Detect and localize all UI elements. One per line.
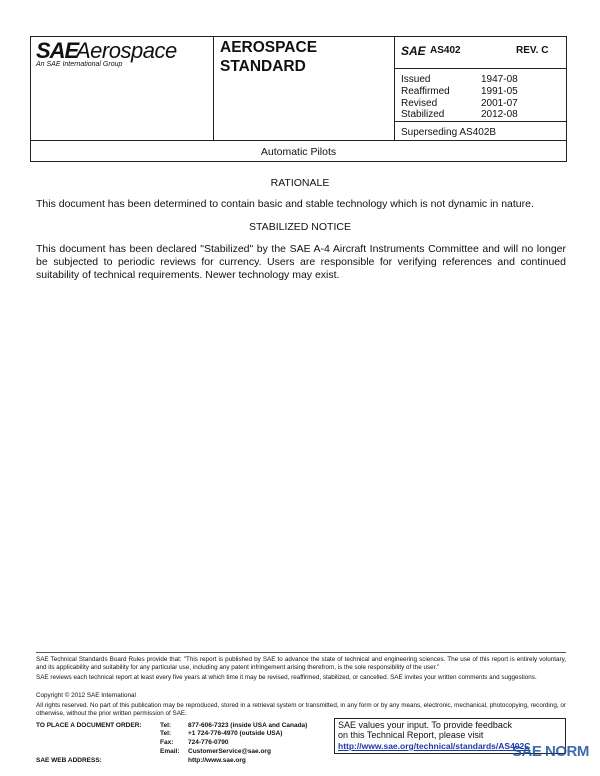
order-label: TO PLACE A DOCUMENT ORDER:	[36, 722, 142, 729]
footer-rules: SAE Technical Standards Board Rules provide that: "This report is published by SAE to advance the state of technical and engineering sciences. The use of this report is entirely voluntary, and its applicability and suitability for any particular use, including any patent infringement arising therefrom, is the sole responsibility of the user."	[36, 656, 566, 671]
history-date: 1947-08	[481, 74, 518, 85]
contact-email[interactable]: CustomerService@sae.org	[188, 748, 271, 755]
contact-key: Fax:	[160, 739, 174, 746]
footer-rights: All rights reserved. No part of this publication may be reproduced, stored in a retrieval system or transmitted, in any form or by any means, electronic, mechanical, photocopying, recording, or otherwise, without the prior written permission of SAE.	[36, 702, 566, 717]
header-divider-rev	[394, 68, 567, 69]
web-label: SAE WEB ADDRESS:	[36, 757, 102, 764]
stabilized-heading: STABILIZED NOTICE	[249, 221, 351, 233]
superseding: Superseding AS402B	[401, 127, 497, 138]
history-row	[401, 109, 561, 120]
standard-title-line2: STANDARD	[220, 58, 306, 75]
feedback-line2: on this Technical Report, please visit	[338, 730, 484, 740]
contact-value: 724-776-0790	[188, 739, 229, 746]
revision: REV. C	[516, 45, 549, 56]
footer-divider	[36, 652, 566, 653]
contact-key: Tel:	[160, 730, 172, 737]
aerospace-logo-text: Aerospace	[76, 38, 177, 63]
logo-subtitle: An SAE International Group	[36, 61, 123, 68]
rationale-heading: RATIONALE	[270, 177, 330, 189]
rationale-text: This document has been determined to contain basic and stable technology which is not dynamic in nature.	[36, 198, 534, 210]
history-row	[401, 86, 561, 97]
history-label: Reaffirmed	[401, 86, 450, 97]
doc-number: AS402	[430, 45, 461, 56]
contact-value: 877-606-7323 (inside USA and Canada)	[188, 722, 308, 729]
feedback-line1: SAE values your input. To provide feedback	[338, 720, 512, 730]
feedback-link[interactable]: http://www.sae.org/technical/standards/AS402C	[338, 741, 531, 751]
history-date: 2001-07	[481, 98, 518, 109]
doc-sae-mark: SAE	[401, 44, 426, 58]
stabilized-text: This document has been declared "Stabilized" by the SAE A-4 Aircraft Instruments Committee and will no longer be subjected to periodic reviews for currency. Users are responsible for verifying references and continued suitability of technical requirements. Newer technology may exist.	[36, 243, 566, 281]
contact-value: +1 724-776-4970 (outside USA)	[188, 730, 283, 737]
header-divider-supersede	[394, 121, 567, 122]
header-divider-title	[30, 140, 567, 141]
history-row	[401, 74, 561, 85]
contact-key: Tel:	[160, 722, 172, 729]
footer-copyright: Copyright © 2012 SAE International	[36, 692, 136, 699]
watermark-logo: SAE NORM	[512, 743, 589, 760]
document-title: Automatic Pilots	[260, 146, 337, 158]
contact-key: Email:	[160, 748, 180, 755]
history-date: 1991-05	[481, 86, 518, 97]
sae-logo: SAE	[36, 38, 79, 63]
header-divider-left	[213, 36, 214, 141]
history-label: Issued	[401, 74, 431, 85]
history-label: Revised	[401, 98, 438, 109]
footer-review: SAE reviews each technical report at least every five years at which time it may be revised, reaffirmed, stabilized, or cancelled. SAE invites your written comments and suggestions.	[36, 674, 537, 681]
standard-title-line1: AEROSPACE	[220, 39, 318, 56]
history-label: Stabilized	[401, 109, 445, 120]
history-date: 2012-08	[481, 109, 518, 120]
history-row	[401, 98, 561, 109]
header-divider-right	[394, 36, 395, 141]
standard-title	[220, 38, 317, 76]
sae-web-link[interactable]: http://www.sae.org	[188, 757, 246, 764]
